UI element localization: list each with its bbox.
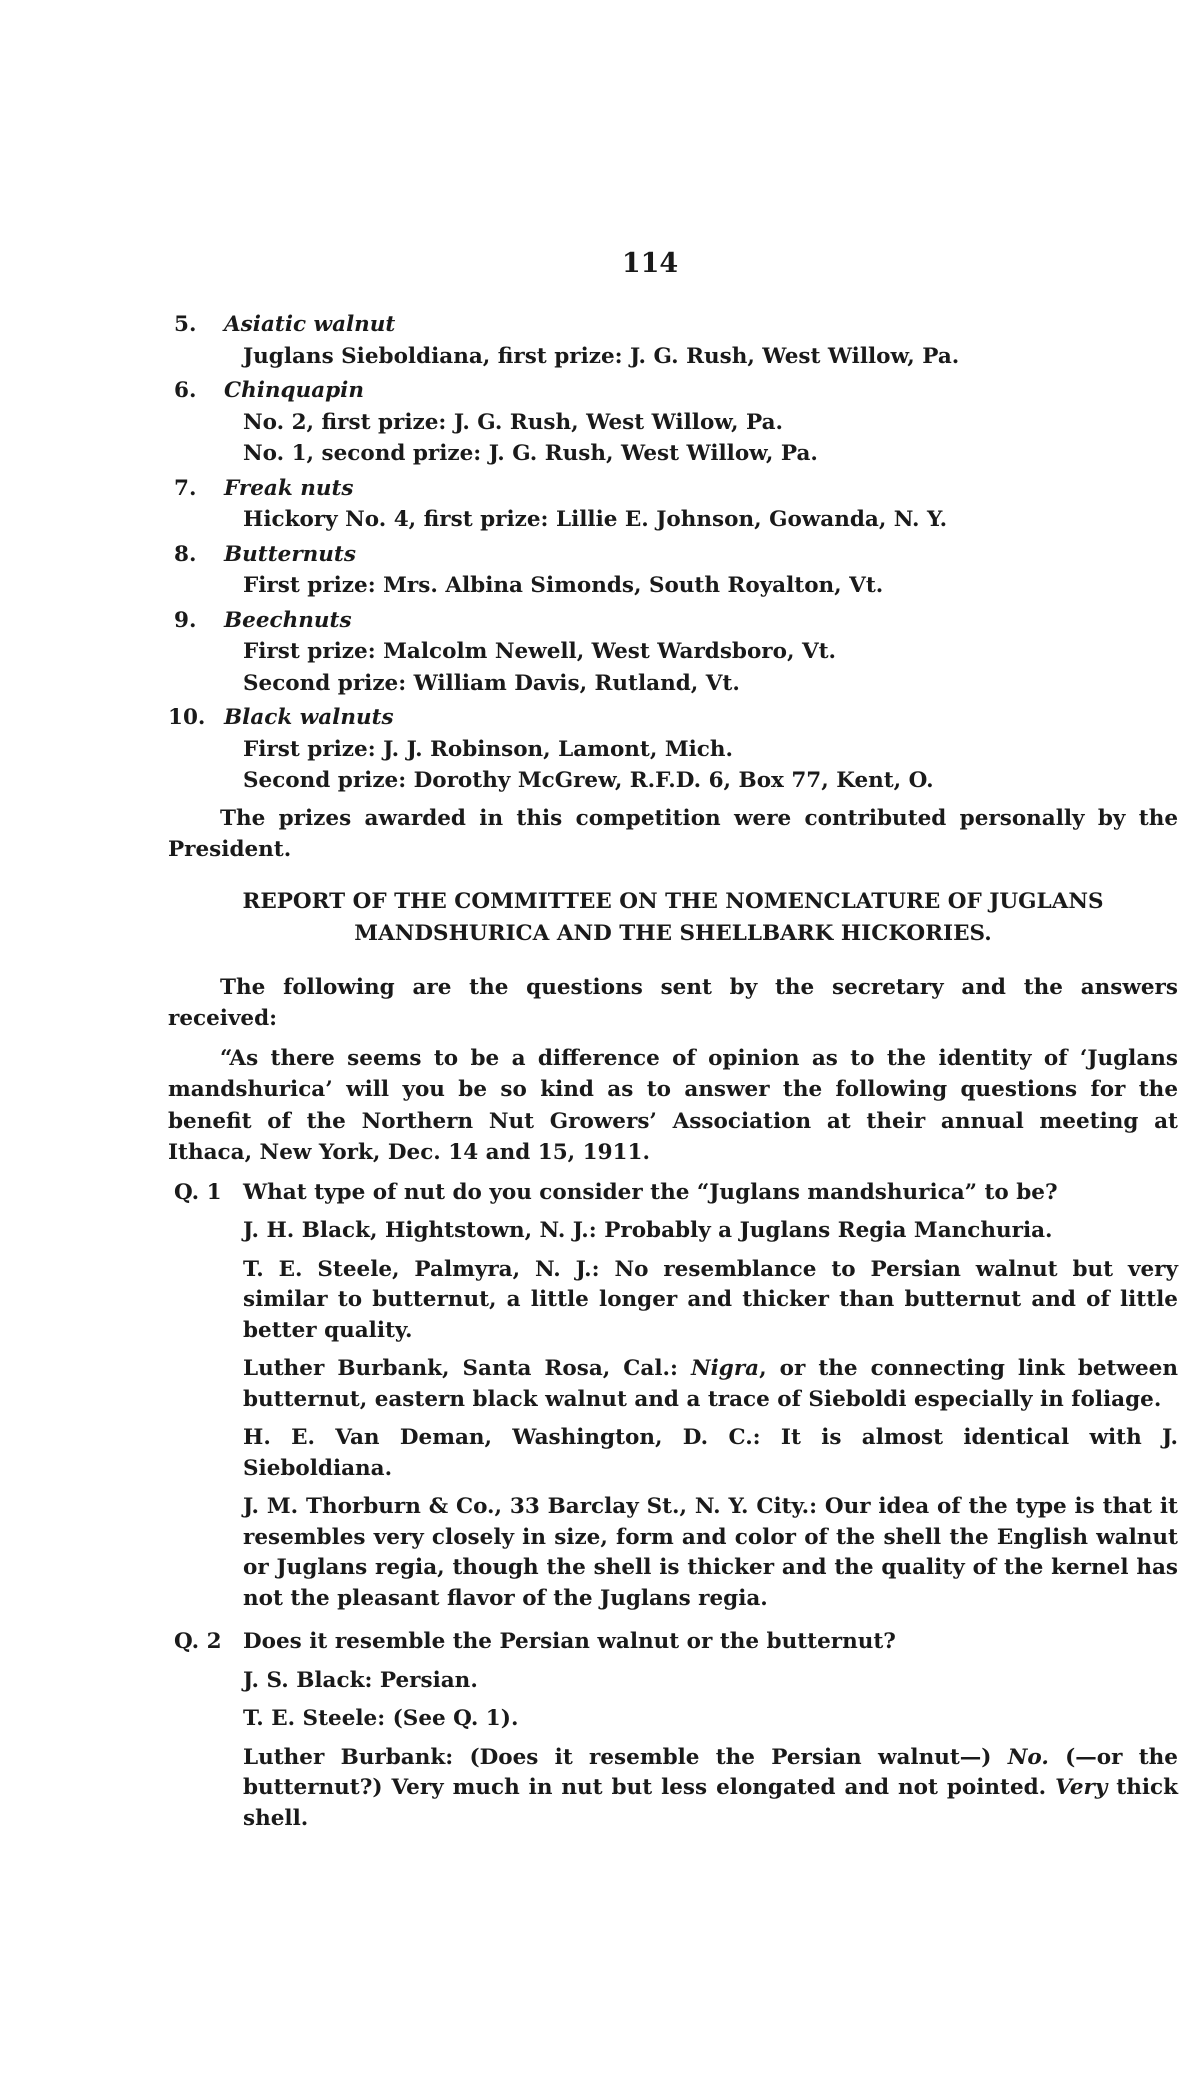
question-block xyxy=(168,1177,1178,1615)
category-name: Asiatic walnut xyxy=(224,312,396,337)
award-category xyxy=(168,539,1178,602)
intro-paragraph: The following are the questions sent by the secretary and the answers received: xyxy=(168,974,1178,1031)
category-name: Butternuts xyxy=(224,541,356,567)
award-line: No. 1, second prize: J. G. Rush, West Willow, Pa. xyxy=(243,441,818,466)
answer-burbank xyxy=(243,1354,1178,1415)
report-heading-line1: REPORT OF THE COMMITTEE ON THE NOMENCLATURE OF JUGLANS xyxy=(242,888,1104,914)
answer: J. M. Thorburn & Co., 33 Barclay St., N. Y. City.: Our idea of the type is that it resembles very closely in size, form and color of the shell the English walnut or Juglans regia, though the shell is thicker and the quality of the kernel has not the pleasant flavor of the Juglans regia. xyxy=(243,1494,1178,1611)
answer-emphasis: No. xyxy=(1007,1744,1049,1770)
award-line: First prize: J. J. Robinson, Lamont, Mich. xyxy=(243,736,733,762)
report-heading xyxy=(168,886,1178,950)
category-name: Chinquapin xyxy=(224,378,364,403)
category-number: 8. xyxy=(174,541,197,567)
award-category xyxy=(168,702,1178,797)
question-text: What type of nut do you consider the “Juglans mandshurica” to be? xyxy=(243,1179,1058,1205)
page-number: 114 xyxy=(621,248,679,279)
answer: T. E. Steele, Palmyra, N. J.: No resemblance to Persian walnut but very similar to butternut, a little longer and thicker than butternut and of little better quality. xyxy=(243,1256,1178,1343)
answer-text: , or the connecting link between butternut, eastern black walnut and a trace of Sieboldi especially in foliage. xyxy=(243,1356,1178,1412)
award-category xyxy=(168,309,1178,372)
award-category xyxy=(168,375,1178,470)
category-name: Black walnuts xyxy=(224,705,394,730)
answer: J. S. Black: Persian. xyxy=(243,1667,478,1693)
answer: T. E. Steele: (See Q. 1). xyxy=(243,1706,519,1731)
category-name: Beechnuts xyxy=(224,607,352,633)
award-line: Second prize: Dorothy McGrew, R.F.D. 6, Box 77, Kent, O. xyxy=(243,768,934,793)
category-number: 6. xyxy=(174,378,197,403)
answer-text: Luther Burbank, Santa Rosa, Cal.: xyxy=(243,1356,691,1381)
award-line: No. 2, first prize: J. G. Rush, West Willow, Pa. xyxy=(243,409,784,435)
category-name: Freak nuts xyxy=(224,475,354,501)
category-number: 10. xyxy=(168,705,206,730)
award-line: Juglans Sieboldiana, first prize: J. G. Rush, West Willow, Pa. xyxy=(243,343,960,369)
prizes-note: The prizes awarded in this competition were contributed personally by the President. xyxy=(168,805,1178,862)
award-line: Second prize: William Davis, Rutland, Vt. xyxy=(243,670,740,696)
answer-burbank xyxy=(243,1743,1178,1835)
award-line: Hickory No. 4, first prize: Lillie E. Johnson, Gowanda, N. Y. xyxy=(243,507,948,532)
report-heading-line2: MANDSHURICA AND THE SHELLBARK HICKORIES. xyxy=(354,920,992,946)
answer-emphasis: Nigra xyxy=(690,1356,760,1381)
question-text: Does it resemble the Persian walnut or the butternut? xyxy=(243,1629,896,1654)
page-content xyxy=(168,306,1178,1834)
question-label: Q. 2 xyxy=(174,1629,222,1654)
answer: H. E. Van Deman, Washington, D. C.: It is almost identical with J. Sieboldiana. xyxy=(243,1425,1178,1481)
answer: J. H. Black, Hightstown, N. J.: Probably a Juglans Regia Manchuria. xyxy=(243,1218,1053,1243)
award-category xyxy=(168,473,1178,536)
letter-paragraph: “As there seems to be a difference of opinion as to the identity of ‘Juglans mandshurica’ will you be so kind as to answer the following questions for the benefit of the Northern Nut Growers’ Association at their annual meeting at Ithaca, New York, Dec. 14 and 15, 1911. xyxy=(168,1045,1178,1165)
answer-text: Luther Burbank: (Does it resemble the Persian walnut—) xyxy=(243,1744,1008,1770)
award-line: First prize: Mrs. Albina Simonds, South Royalton, Vt. xyxy=(243,573,884,598)
question-block xyxy=(168,1626,1178,1834)
category-number: 5. xyxy=(174,312,197,337)
answer-emphasis: Very xyxy=(1055,1775,1108,1800)
award-line: First prize: Malcolm Newell, West Wardsboro, Vt. xyxy=(243,639,837,664)
answer-text: thick shell. xyxy=(243,1775,1179,1831)
award-category xyxy=(168,605,1178,700)
answer-text: (—or the butternut?) Very much in nut but less elongated and not pointed. xyxy=(243,1744,1178,1800)
category-number: 9. xyxy=(174,607,197,633)
category-number: 7. xyxy=(174,475,197,501)
question-label: Q. 1 xyxy=(174,1179,222,1205)
